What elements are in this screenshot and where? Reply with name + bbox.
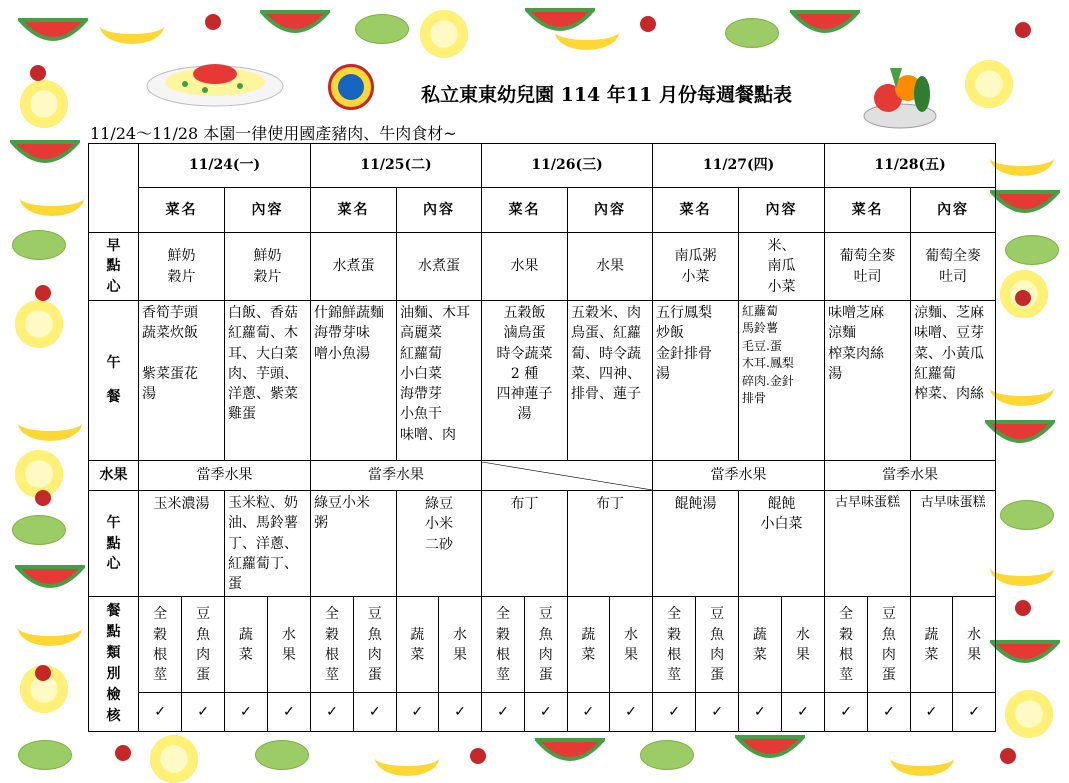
weekly-menu-table xyxy=(88,143,996,732)
watermelon-icon xyxy=(535,738,605,768)
content-header: 內容 xyxy=(397,188,482,233)
date-cell: 11/25(二) xyxy=(311,144,482,188)
lunch-content: 油麵、木耳 高麗菜 紅蘿蔔 小白菜 海帶芽 小魚干 味噌、肉 xyxy=(397,301,482,461)
watermelon-icon xyxy=(15,565,85,595)
watermelon-icon xyxy=(10,140,80,170)
category-group xyxy=(482,597,653,693)
diagonal-line xyxy=(482,462,652,490)
category-protein: 豆 魚 肉 蛋 xyxy=(868,597,911,692)
watermelon-icon xyxy=(260,10,330,40)
lunch-name: 味噌芝麻 涼麵 榨菜肉絲 湯 xyxy=(825,301,911,461)
banana-icon xyxy=(20,180,84,216)
lunch-content: 白飯、香菇 紅蘿蔔、木 耳、大白菜 肉、芋頭、 洋蔥、紫菜 雞蛋 xyxy=(225,301,311,461)
category-group xyxy=(825,597,996,693)
cherry-icon xyxy=(640,16,656,32)
category-subtable xyxy=(825,597,995,692)
breakfast-name: 南瓜粥 小菜 xyxy=(653,233,739,301)
category-protein: 豆 魚 肉 蛋 xyxy=(525,597,568,692)
watermelon-icon xyxy=(18,18,88,48)
lime-icon xyxy=(1000,500,1054,530)
category-vegetables: 蔬 菜 xyxy=(910,597,953,692)
check-group xyxy=(482,693,653,732)
check-mark: ✓ xyxy=(139,693,182,731)
lime-icon xyxy=(725,18,779,48)
check-mark: ✓ xyxy=(267,693,310,731)
dish-name-header: 菜名 xyxy=(653,188,739,233)
fruit-cell: 當季水果 xyxy=(653,461,825,491)
lemon-icon xyxy=(965,60,1013,108)
cherry-icon xyxy=(1015,22,1031,38)
kindergarten-logo xyxy=(328,64,374,110)
cherry-icon xyxy=(35,285,51,301)
banana-icon xyxy=(18,610,82,646)
content-header: 內容 xyxy=(225,188,311,233)
check-mark: ✓ xyxy=(567,693,610,731)
fruit-cell: 當季水果 xyxy=(825,461,996,491)
breakfast-label: 早 點 心 xyxy=(89,233,139,301)
check-group xyxy=(825,693,996,732)
category-grains: 全 穀 根 莖 xyxy=(311,597,354,692)
category-protein: 豆 魚 肉 蛋 xyxy=(182,597,225,692)
category-group xyxy=(139,597,311,693)
cherry-icon xyxy=(35,665,51,681)
category-grains: 全 穀 根 莖 xyxy=(482,597,525,692)
category-fruit: 水 果 xyxy=(953,597,996,692)
category-grains: 全 穀 根 莖 xyxy=(825,597,868,692)
snack-name: 綠豆小米 粥 xyxy=(311,491,397,597)
fruit-row xyxy=(89,461,996,491)
watermelon-icon xyxy=(990,190,1060,220)
fruit-cell-empty xyxy=(482,461,653,491)
banana-icon xyxy=(375,740,439,776)
category-grains: 全 穀 根 莖 xyxy=(139,597,182,692)
dish-name-header: 菜名 xyxy=(311,188,397,233)
date-row xyxy=(89,144,996,188)
check-mark: ✓ xyxy=(781,693,824,731)
snack-content: 古早味蛋糕 xyxy=(911,491,996,597)
cherry-icon xyxy=(35,490,51,506)
lunch-name: 五行鳳梨 炒飯 金針排骨 湯 xyxy=(653,301,739,461)
check-mark: ✓ xyxy=(396,693,439,731)
lemon-icon xyxy=(150,735,198,783)
check-mark: ✓ xyxy=(354,693,397,731)
check-mark: ✓ xyxy=(953,693,996,731)
cherry-icon xyxy=(470,748,486,764)
content-header: 內容 xyxy=(911,188,996,233)
banana-icon xyxy=(990,140,1054,176)
category-vegetables: 蔬 菜 xyxy=(739,597,782,692)
fried-rice-dish-icon xyxy=(145,56,285,108)
category-subtable xyxy=(482,597,652,692)
lemon-icon xyxy=(420,10,468,58)
category-subtable xyxy=(653,597,824,692)
lime-icon xyxy=(12,230,66,260)
breakfast-name: 葡萄全麥 吐司 xyxy=(825,233,911,301)
breakfast-content: 水果 xyxy=(568,233,653,301)
snack-content: 布丁 xyxy=(568,491,653,597)
category-fruit: 水 果 xyxy=(439,597,482,692)
snack-name: 餛飩湯 xyxy=(653,491,739,597)
banana-icon xyxy=(890,740,954,776)
dish-name-header: 菜名 xyxy=(482,188,568,233)
snack-row xyxy=(89,491,996,597)
fruit-label: 水果 xyxy=(89,461,139,491)
lime-icon xyxy=(1005,235,1059,265)
lime-icon xyxy=(18,740,72,770)
banana-icon xyxy=(990,550,1054,586)
check-row xyxy=(89,693,996,732)
check-group xyxy=(139,693,311,732)
banana-icon xyxy=(555,14,619,50)
page-title: 私立東東幼兒園 114 年11 月份每週餐點表 xyxy=(421,84,792,106)
lemon-icon xyxy=(15,300,63,348)
category-subtable xyxy=(311,597,481,692)
breakfast-content: 葡萄全麥 吐司 xyxy=(911,233,996,301)
cherry-icon xyxy=(30,65,46,81)
lemon-icon xyxy=(20,80,68,128)
lunch-content: 五穀米、肉 鳥蛋、紅蘿 蔔、時令蔬 菜、四神、 排骨、蓮子 xyxy=(568,301,653,461)
lunch-content: 涼麵、芝麻 味噌、豆芽 菜、小黃瓜 紅蘿蔔 榨菜、肉絲 xyxy=(911,301,996,461)
check-mark: ✓ xyxy=(525,693,568,731)
breakfast-content: 水煮蛋 xyxy=(397,233,482,301)
content-header: 內容 xyxy=(739,188,825,233)
cherry-icon xyxy=(1000,748,1016,764)
breakfast-name: 水果 xyxy=(482,233,568,301)
check-mark: ✓ xyxy=(311,693,354,731)
check-mark: ✓ xyxy=(482,693,525,731)
category-vegetables: 蔬 菜 xyxy=(225,597,268,692)
cherry-icon xyxy=(1015,290,1031,306)
category-group xyxy=(311,597,482,693)
category-protein: 豆 魚 肉 蛋 xyxy=(696,597,739,692)
watermelon-icon xyxy=(790,10,860,40)
lunch-name: 香筍芋頭 蔬菜炊飯 紫菜蛋花 湯 xyxy=(139,301,225,461)
cherry-icon xyxy=(115,745,131,761)
category-group xyxy=(653,597,825,693)
date-cell: 11/26(三) xyxy=(482,144,653,188)
fruit-cell: 當季水果 xyxy=(311,461,482,491)
check-mark: ✓ xyxy=(696,693,739,731)
check-mark: ✓ xyxy=(182,693,225,731)
category-fruit: 水 果 xyxy=(781,597,824,692)
snack-content: 餛飩 小白菜 xyxy=(739,491,825,597)
lime-icon xyxy=(12,515,66,545)
date-cell: 11/24(一) xyxy=(139,144,311,188)
check-mark: ✓ xyxy=(653,693,696,731)
snack-content: 玉米粒、奶 油、馬鈴薯 丁、洋蔥、 紅蘿蔔丁、 蛋 xyxy=(225,491,311,597)
check-mark: ✓ xyxy=(739,693,782,731)
lunch-name: 五穀飯 滷鳥蛋 時令蔬菜 2 種 四神蓮子 湯 xyxy=(482,301,568,461)
banana-icon xyxy=(990,370,1054,406)
vegetables-icon xyxy=(860,58,940,130)
check-mark: ✓ xyxy=(868,693,911,731)
category-protein: 豆 魚 肉 蛋 xyxy=(354,597,397,692)
check-mark: ✓ xyxy=(825,693,868,731)
check-mark: ✓ xyxy=(910,693,953,731)
lime-icon xyxy=(255,740,309,770)
check-group xyxy=(653,693,825,732)
check-mark: ✓ xyxy=(439,693,482,731)
content-header: 內容 xyxy=(568,188,653,233)
watermelon-icon xyxy=(990,640,1060,670)
cherry-icon xyxy=(205,14,221,30)
lunch-name: 什錦鮮蔬麵 海帶芽味 噌小魚湯 xyxy=(311,301,397,461)
breakfast-row xyxy=(89,233,996,301)
snack-name: 古早味蛋糕 xyxy=(825,491,911,597)
check-label: 餐 點 類 別 檢 核 xyxy=(89,597,139,732)
category-subtable xyxy=(139,597,310,692)
dish-name-header: 菜名 xyxy=(139,188,225,233)
check-mark: ✓ xyxy=(225,693,268,731)
lime-icon xyxy=(640,740,694,770)
category-fruit: 水 果 xyxy=(267,597,310,692)
date-cell: 11/28(五) xyxy=(825,144,996,188)
check-mark: ✓ xyxy=(610,693,653,731)
watermelon-icon xyxy=(735,735,805,765)
category-vegetables: 蔬 菜 xyxy=(567,597,610,692)
date-cell: 11/27(四) xyxy=(653,144,825,188)
snack-name: 布丁 xyxy=(482,491,568,597)
banana-icon xyxy=(18,405,82,441)
banana-icon xyxy=(100,8,164,44)
meat-notice: 11/24～11/28 本園一律使用國產豬肉、牛肉食材~ xyxy=(90,124,457,143)
dish-name-header: 菜名 xyxy=(825,188,911,233)
lunch-content: 紅蘿蔔 馬鈴薯 毛豆.蛋 木耳.鳳梨 碎肉.金針 排骨 xyxy=(739,301,825,461)
snack-content: 綠豆 小米 二砂 xyxy=(397,491,482,597)
breakfast-name: 水煮蛋 xyxy=(311,233,397,301)
lunch-label: 午 餐 xyxy=(89,301,139,461)
breakfast-content: 鮮奶 穀片 xyxy=(225,233,311,301)
corner-cell xyxy=(89,144,139,233)
lime-icon xyxy=(355,14,409,44)
category-row xyxy=(89,597,996,693)
breakfast-name: 鮮奶 穀片 xyxy=(139,233,225,301)
check-group xyxy=(311,693,482,732)
category-vegetables: 蔬 菜 xyxy=(396,597,439,692)
category-fruit: 水 果 xyxy=(610,597,653,692)
category-grains: 全 穀 根 莖 xyxy=(653,597,696,692)
breakfast-content: 米、 南瓜 小菜 xyxy=(739,233,825,301)
header-row xyxy=(89,188,996,233)
snack-label: 午 點 心 xyxy=(89,491,139,597)
fruit-cell: 當季水果 xyxy=(139,461,311,491)
lemon-icon xyxy=(1005,690,1053,738)
snack-name: 玉米濃湯 xyxy=(139,491,225,597)
lunch-row xyxy=(89,301,996,461)
cherry-icon xyxy=(1015,600,1031,616)
